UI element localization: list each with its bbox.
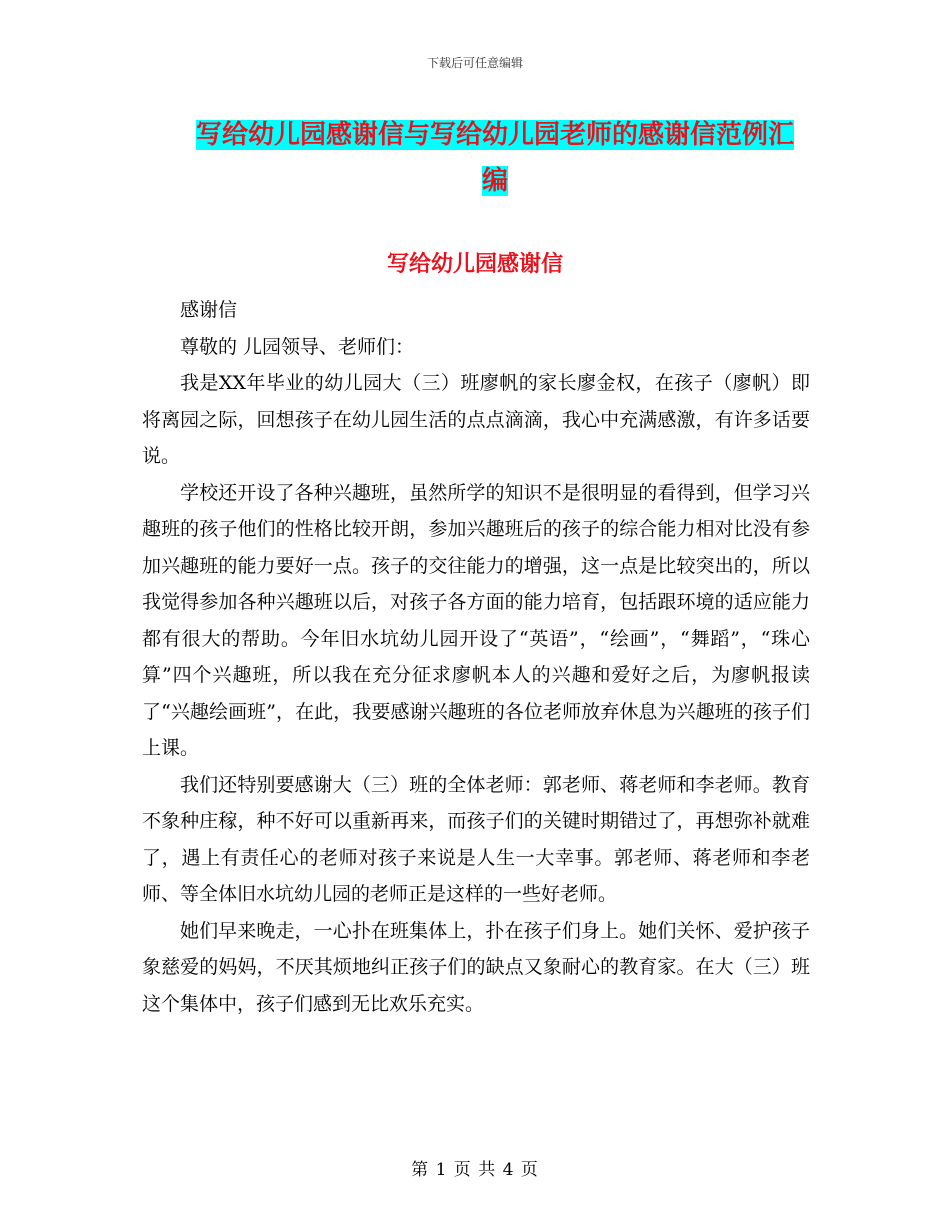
- letter-body: [142, 292, 810, 1022]
- title-line-2: 编: [481, 166, 508, 196]
- paragraph: 学校还开设了各种兴趣班，虽然所学的知识不是很明显的看得到，但学习兴趣班的孩子他们的性格比较开朗，参加兴趣班后的孩子的综合能力相对比没有参加兴趣班的能力要好一点。孩子的交往能力的增强，这一点是比较突出的，所以我觉得参加各种兴趣班以后，对孩子各方面的能力培育，包括跟环境的适应能力都有很大的帮助。今年旧水坑幼儿园开设了“英语”，“绘画”，“舞蹈”，“珠心算”四个兴趣班，所以我在充分征求廖帆本人的兴趣和爱好之后，为廖帆报读了“兴趣绘画班”，在此，我要感谢兴趣班的各位老师放弃休息为兴趣班的孩子们上课。: [142, 481, 810, 759]
- letter-heading: 感谢信: [180, 299, 238, 321]
- paragraph: 我是XX年毕业的幼儿园大（三）班廖帆的家长廖金权，在孩子（廖帆）即将离园之际，回想孩子在幼儿园生活的点点滴滴，我心中充满感激，有许多话要说。: [142, 372, 810, 467]
- paragraph: 她们早来晚走，一心扑在班集体上，扑在孩子们身上。她们关怀、爱护孩子象慈爱的妈妈，不厌其烦地纠正孩子们的缺点又象耐心的教育家。在大（三）班这个集体中，孩子们感到无比欢乐充实。: [142, 919, 810, 1015]
- section-title: 写给幼儿园感谢信: [386, 251, 563, 277]
- letter-salutation: 尊敬的 儿园领导、老师们：: [180, 335, 415, 358]
- document-title: [150, 112, 840, 204]
- paragraph: 我们还特别要感谢大（三）班的全体老师：郭老师、蒋老师和李老师。教育不象种庄稼，种不好可以重新再来，而孩子们的关键时期错过了，再想弥补就难了，遇上有责任心的老师对孩子来说是人生一大幸事。郭老师、蒋老师和李老师、等全体旧水坑幼儿园的老师正是这样的一些好老师。: [142, 773, 810, 905]
- title-line-1: 写给幼儿园感谢信与写给幼儿园老师的感谢信范例汇: [195, 120, 794, 150]
- page-number-footer: 第 1 页 共 4 页: [411, 1160, 539, 1180]
- page-header-note: 下载后可任意编辑: [426, 56, 523, 70]
